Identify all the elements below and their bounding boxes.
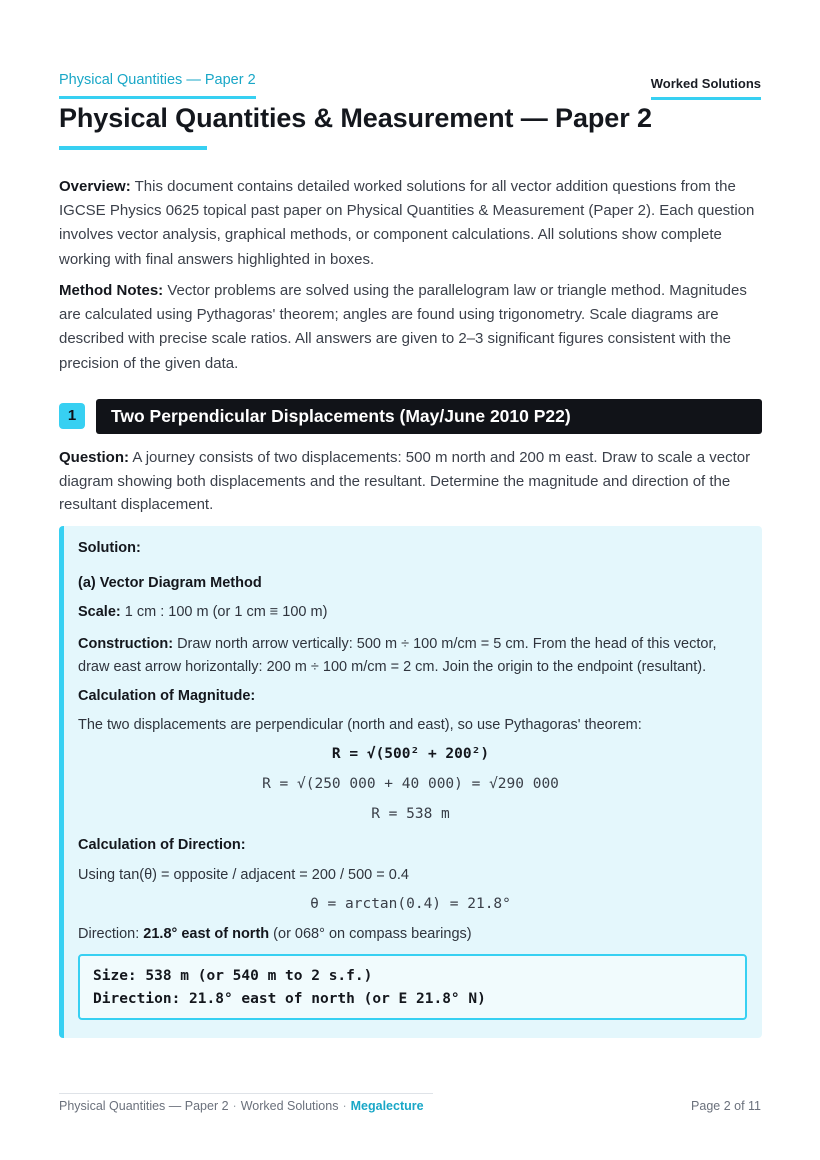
- solution-title: Solution:: [78, 540, 141, 556]
- footer-divider: [59, 1093, 433, 1094]
- footer-left: [59, 1099, 424, 1113]
- overview-paragraph: [59, 175, 763, 272]
- scale-text: 1 cm : 100 m (or 1 cm ≡ 100 m): [124, 604, 328, 620]
- magnitude-heading: Calculation of Magnitude:: [78, 688, 256, 704]
- page-number: Page 2 of 11: [691, 1099, 761, 1113]
- overview-label: Overview:: [59, 178, 131, 195]
- magnitude-text: The two displacements are perpendicular (north and east), so use Pythagoras' theorem:: [78, 717, 642, 733]
- equation-result: R = 538 m: [371, 806, 450, 822]
- direction-result: [78, 926, 472, 942]
- footer-separator: ·: [232, 1099, 237, 1113]
- equation-angle: θ = arctan(0.4) = 21.8°: [310, 896, 511, 912]
- answer-size-line: Size: 538 m (or 540 m to 2 s.f.): [93, 968, 373, 984]
- question-number-badge: 1: [59, 403, 85, 429]
- answer-direction-line: Direction: 21.8° east of north (or E 21.8° N): [93, 990, 486, 1007]
- direction-result-prefix: Direction:: [78, 926, 140, 942]
- method-notes-label: Method Notes:: [59, 282, 164, 299]
- part-a-heading: (a) Vector Diagram Method: [78, 575, 262, 591]
- scale-line: [78, 604, 327, 620]
- scale-label: Scale:: [78, 604, 121, 620]
- direction-result-suffix: (or 068° on compass bearings): [273, 926, 472, 942]
- question-label: Question:: [59, 449, 129, 466]
- question-text: A journey consists of two displacements: 500 m north and 200 m east. Draw to scale a vector diagram showing both displacements and the resultant. Determine the magnitude and direction of the resultant displacement.: [59, 449, 751, 514]
- construction-label: Construction:: [78, 636, 174, 652]
- footer-brand: Megalecture: [350, 1099, 424, 1113]
- method-notes-paragraph: [59, 279, 763, 376]
- running-header-left: Physical Quantities — Paper 2: [59, 72, 256, 99]
- equation-expansion: R = √(250 000 + 40 000) = √290 000: [262, 776, 559, 792]
- equation-pythagoras: R = √(500² + 200²): [331, 746, 490, 762]
- construction-text: Draw north arrow vertically: 500 m ÷ 100 m/cm = 5 cm. From the head of this vector, draw east arrow horizontally: 200 m ÷ 100 m/cm = 2 cm. Join the origin to the endpoint (resultant).: [78, 636, 717, 675]
- footer-separator: ·: [342, 1099, 347, 1113]
- direction-heading: Calculation of Direction:: [78, 837, 246, 853]
- running-header-right: Worked Solutions: [651, 76, 761, 100]
- question-heading: Two Perpendicular Displacements (May/June 2010 P22): [96, 399, 762, 434]
- footer-doc-type: Worked Solutions: [240, 1099, 339, 1113]
- direction-text: Using tan(θ) = opposite / adjacent = 200 / 500 = 0.4: [78, 867, 409, 883]
- direction-result-bold: 21.8° east of north: [143, 926, 270, 942]
- final-answer-box: [78, 954, 747, 1020]
- question-paragraph: [59, 446, 763, 517]
- footer-doc-title: Physical Quantities — Paper 2: [59, 1099, 229, 1113]
- construction-line: [78, 633, 744, 679]
- method-notes-text: Vector problems are solved using the parallelogram law or triangle method. Magnitudes are calculated using Pythagoras' theorem; angles are found using trigonometry. Scale diagrams are described with precise scale ratios. All answers are given to 2–3 significant figures consistent with the precision of the given data.: [59, 282, 747, 372]
- page-title: Physical Quantities & Measurement — Paper 2: [59, 103, 652, 133]
- title-underline: [59, 146, 207, 150]
- overview-text: This document contains detailed worked solutions for all vector addition questions from the IGCSE Physics 0625 topical past paper on Physical Quantities & Measurement (Paper 2). Each question involves vector analysis, graphical methods, or component calculations. All solutions show complete working with final answers highlighted in boxes.: [59, 178, 755, 268]
